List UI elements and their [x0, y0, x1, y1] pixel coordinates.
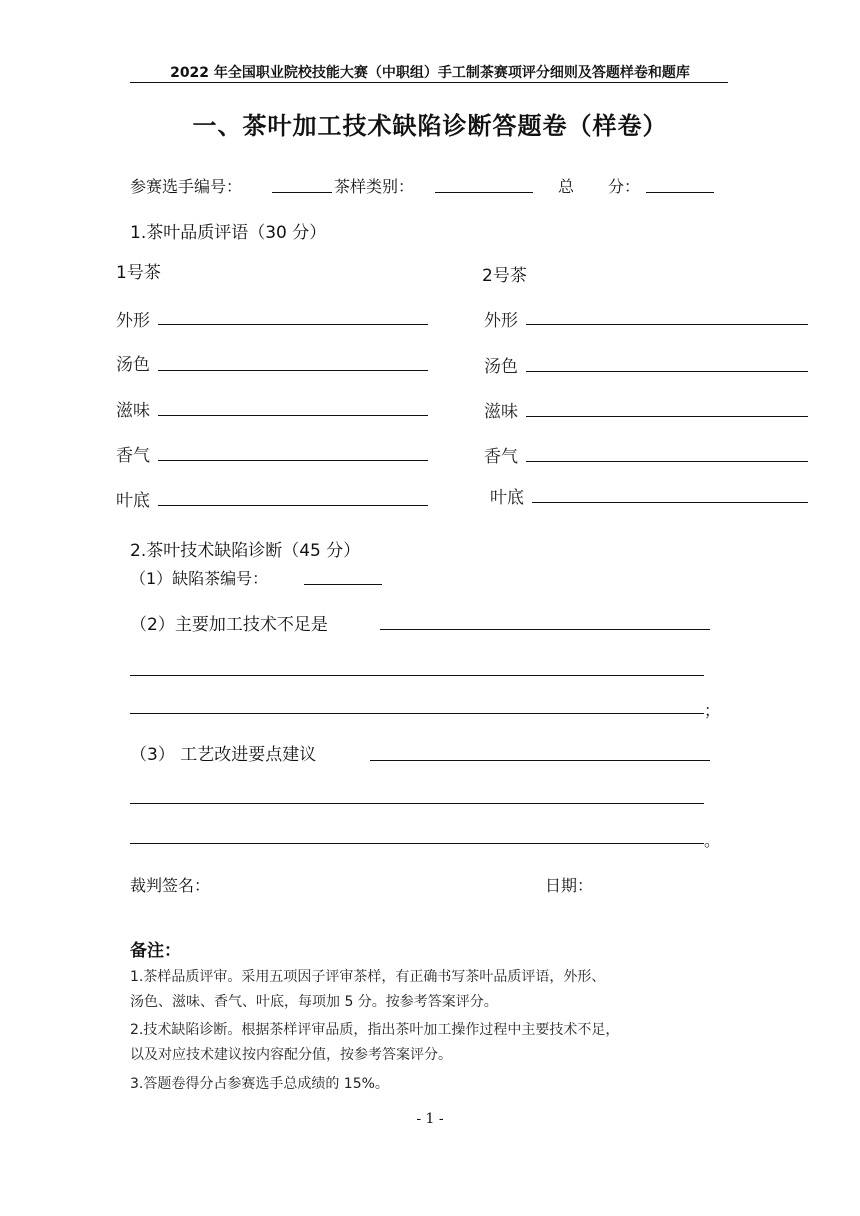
tea1-factor-taste: 滋味	[116, 401, 150, 421]
tea1-liquor-field[interactable]	[158, 370, 428, 371]
tea2-appearance-field[interactable]	[526, 324, 808, 325]
tea1-factor-appearance: 外形	[116, 311, 150, 331]
tea2-aroma-field[interactable]	[526, 461, 808, 462]
improvement-field-1[interactable]	[370, 760, 710, 761]
main-deficiency-field-2[interactable]	[130, 675, 704, 676]
total-label-zong: 总	[558, 177, 575, 196]
main-deficiency-field-1[interactable]	[380, 629, 710, 630]
tea1-appearance-field[interactable]	[158, 324, 428, 325]
defect-tea-no-label: （1）缺陷茶编号：	[130, 569, 269, 588]
section1-heading: 1.茶叶品质评语（30 分）	[130, 223, 327, 243]
page-number: - 1 -	[416, 1111, 444, 1127]
header-rule	[130, 82, 728, 83]
main-deficiency-field-3[interactable]	[130, 713, 704, 714]
tea1-aroma-field[interactable]	[158, 460, 428, 461]
tea2-infused-leaf-field[interactable]	[532, 502, 808, 503]
tea2-factor-appearance: 外形	[484, 311, 518, 331]
tea2-name: 2号茶	[482, 266, 527, 286]
tea-type-field[interactable]	[435, 192, 533, 193]
tea-type-label: 茶样类别：	[334, 177, 415, 196]
section2-heading: 2.茶叶技术缺陷诊断（45 分）	[130, 541, 361, 561]
tea1-factor-liquor: 汤色	[116, 355, 150, 375]
tea1-taste-field[interactable]	[158, 415, 428, 416]
semicolon-mark: ；	[704, 701, 721, 720]
tea1-name: 1号茶	[116, 263, 161, 283]
note-line-3: 2.技术缺陷诊断。根据茶样评审品质，指出茶叶加工操作过程中主要技术不足，	[130, 1022, 620, 1038]
note-line-2: 汤色、滋味、香气、叶底，每项加 5 分。按参考答案评分。	[130, 994, 498, 1010]
tea2-factor-taste: 滋味	[484, 402, 518, 422]
improvement-field-3[interactable]	[130, 843, 704, 844]
improvement-suggestion-label: （3） 工艺改进要点建议	[130, 745, 317, 765]
page-title: 一、茶叶加工技术缺陷诊断答题卷（样卷）	[192, 112, 668, 140]
period-mark: 。	[704, 831, 721, 850]
judge-signature-label: 裁判签名：	[130, 876, 211, 895]
main-deficiency-label: （2）主要加工技术不足是	[130, 615, 328, 635]
tea2-factor-liquor: 汤色	[484, 357, 518, 377]
tea1-factor-infused-leaf: 叶底	[116, 491, 150, 511]
tea2-factor-infused-leaf: 叶底	[490, 488, 524, 508]
tea1-infused-leaf-field[interactable]	[158, 505, 428, 506]
note-line-5: 3.答题卷得分占参赛选手总成绩的 15%。	[130, 1076, 389, 1092]
total-label-fen: 分：	[608, 177, 641, 196]
defect-tea-no-field[interactable]	[304, 584, 382, 585]
running-header: 2022 年全国职业院校技能大赛（中职组）手工制茶赛项评分细则及答题样卷和题库	[170, 65, 690, 81]
improvement-field-2[interactable]	[130, 803, 704, 804]
note-line-4: 以及对应技术建议按内容配分值，按参考答案评分。	[130, 1047, 452, 1063]
tea2-liquor-field[interactable]	[526, 371, 808, 372]
contestant-no-label: 参赛选手编号：	[130, 177, 243, 196]
tea2-taste-field[interactable]	[526, 416, 808, 417]
tea1-factor-aroma: 香气	[116, 446, 150, 466]
date-label: 日期：	[545, 876, 594, 895]
tea2-factor-aroma: 香气	[484, 447, 518, 467]
note-line-1: 1.茶样品质评审。采用五项因子评审茶样，有正确书写茶叶品质评语，外形、	[130, 969, 606, 985]
notes-heading: 备注：	[130, 941, 181, 961]
total-score-field[interactable]	[646, 192, 714, 193]
contestant-no-field[interactable]	[272, 192, 332, 193]
